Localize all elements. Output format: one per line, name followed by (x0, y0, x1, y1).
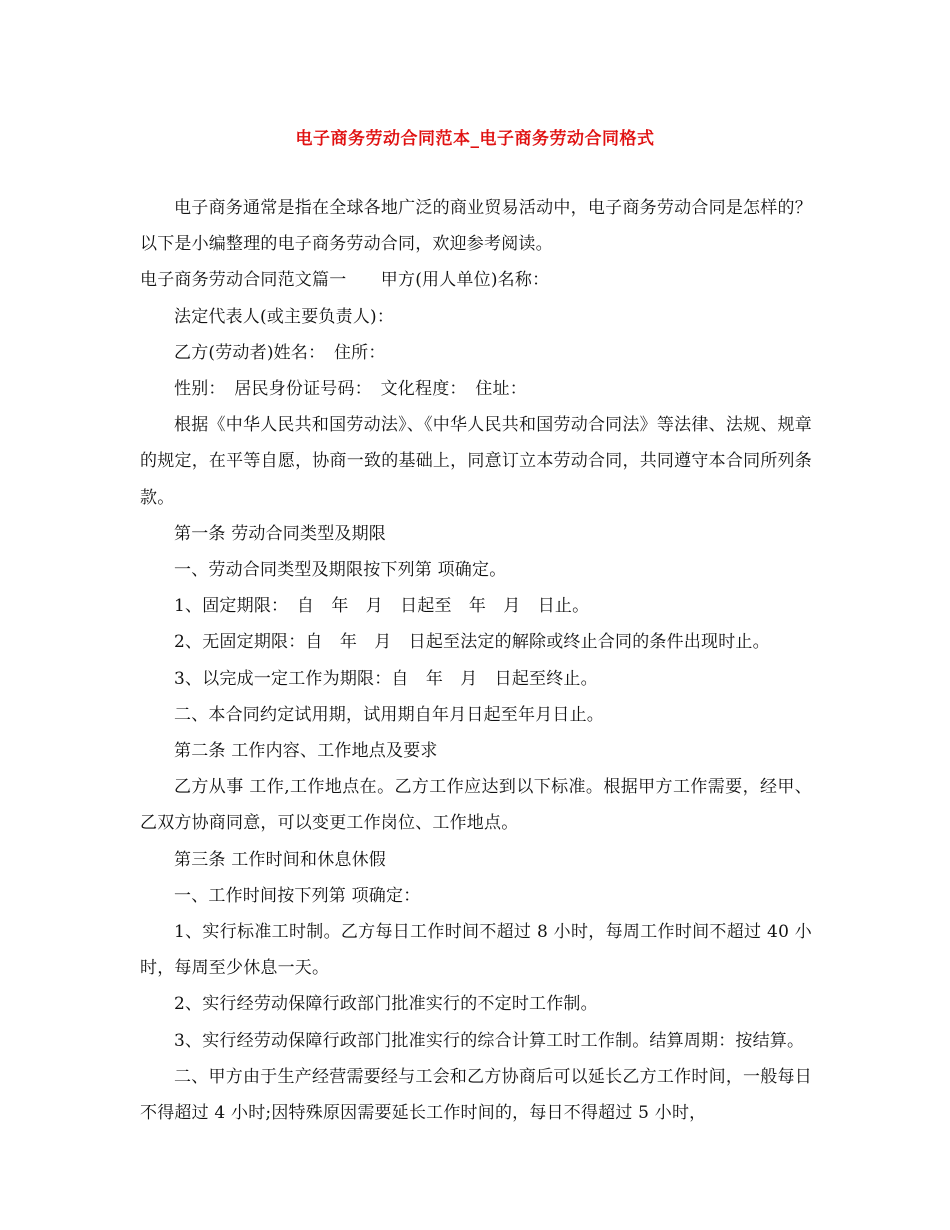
paragraph-personal-info: 性别： 居民身份证号码： 文化程度： 住址： (174, 379, 527, 400)
article-1-task-term: 3、以完成一定工作为期限：自 年 月 日起至终止。 (174, 668, 598, 689)
article-1-open-term: 2、无固定期限：自 年 月 日起至法定的解除或终止合同的条件出现时止。 (174, 632, 770, 653)
article-1-heading: 第一条 劳动合同类型及期限 (174, 523, 387, 544)
article-3-comprehensive-hours: 3、实行经劳动保障行政部门批准实行的综合计算工时工作制。结算周期：按结算。 (174, 1030, 805, 1051)
paragraph-legal-basis: 根据《中华人民共和国劳动法》、《中华人民共和国劳动合同法》等法律、法规、规章的规定，在平等自愿，协商一致的基础上，同意订立本劳动合同，共同遵守本合同所列条款。 (140, 415, 812, 508)
article-3-overtime: 二、甲方由于生产经营需要经与工会和乙方协商后可以延长乙方工作时间，一般每日不得超过 4 小时;因特殊原因需要延长工作时间的，每日不得超过 5 小时， (140, 1066, 812, 1124)
article-3-flexible-hours: 2、实行经劳动保障行政部门批准实行的不定时工作制。 (174, 994, 598, 1015)
article-1-item-1: 一、劳动合同类型及期限按下列第 项确定。 (174, 560, 507, 581)
article-2-content: 乙方从事 工作,工作地点在。乙方工作应达到以下标准。根据甲方工作需要，经甲、乙双方协商同意，可以变更工作岗位、工作地点。 (140, 777, 812, 834)
article-3-item-1: 一、工作时间按下列第 项确定： (174, 885, 421, 906)
article-2-heading: 第二条 工作内容、工作地点及要求 (174, 741, 438, 762)
paragraph-legal-rep: 法定代表人(或主要负责人)： (174, 306, 395, 327)
paragraph-sample-heading: 电子商务劳动合同范文篇一 甲方(用人单位)名称： (140, 270, 550, 291)
document-body (140, 190, 812, 1131)
article-3-heading: 第三条 工作时间和休息休假 (174, 849, 387, 870)
article-1-probation: 二、本合同约定试用期，试用期自年月日起至年月日止。 (174, 704, 604, 725)
article-3-standard-hours: 1、实行标准工时制。乙方每日工作时间不超过 8 小时，每周工作时间不超过 40 小时，每周至少休息一天。 (140, 922, 812, 979)
paragraph-party-b: 乙方(劳动者)姓名： 住所： (174, 342, 386, 363)
article-1-fixed-term: 1、固定期限： 自 年 月 日起至 年 月 日止。 (174, 596, 590, 617)
paragraph-intro: 电子商务通常是指在全球各地广泛的商业贸易活动中，电子商务劳动合同是怎样的？以下是小编整理的电子商务劳动合同，欢迎参考阅读。 (140, 198, 812, 255)
document-title: 电子商务劳动合同范本_电子商务劳动合同格式 (295, 129, 655, 149)
